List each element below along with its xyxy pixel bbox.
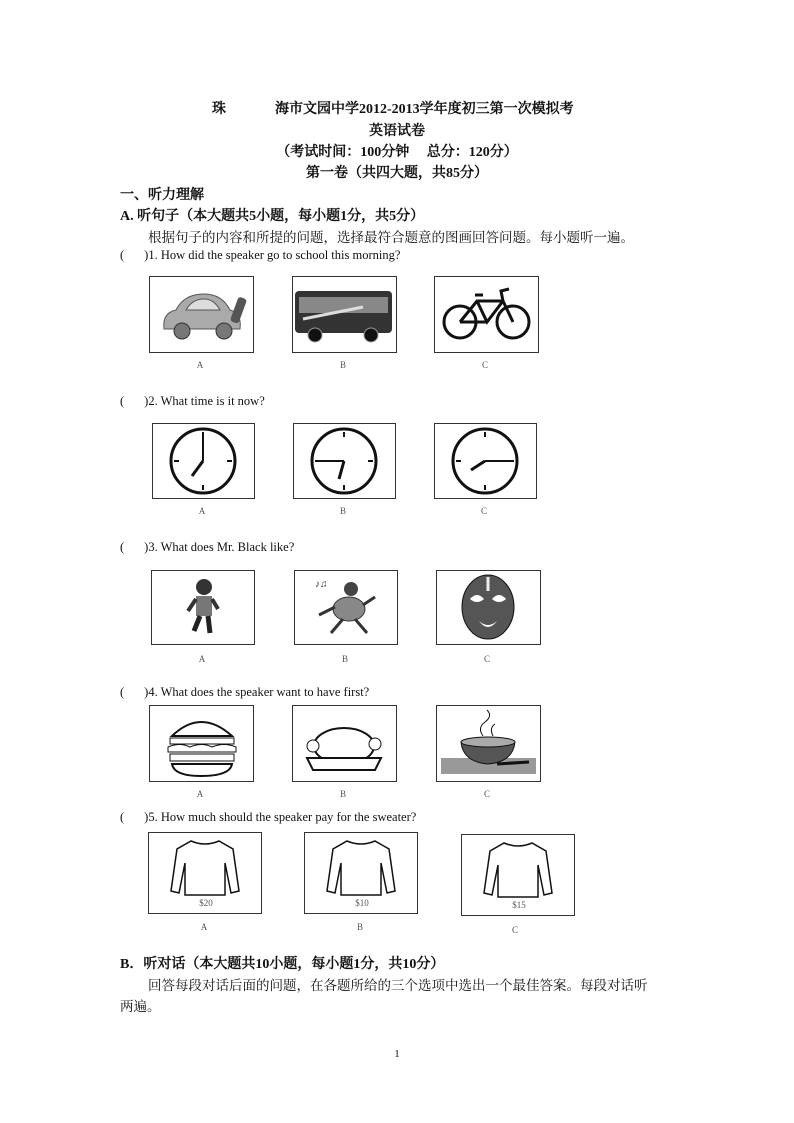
question-2 <box>120 394 265 409</box>
question-5 <box>120 810 416 825</box>
option-label: C <box>480 506 487 516</box>
option-label: A <box>196 360 204 370</box>
svg-text:♪♫: ♪♫ <box>315 579 328 590</box>
option-c-clock-image <box>434 423 537 499</box>
subject-title: 英语试卷 <box>369 124 425 139</box>
option-b-clock-image <box>293 423 396 499</box>
title-left: 珠 <box>212 102 226 117</box>
answer-paren: ( <box>120 248 125 262</box>
option-label: A <box>198 506 206 516</box>
question-text: )4. What does the speaker want to have first? <box>144 685 370 699</box>
part-a-heading: A. 听句子（本大题共5小题，每小题1分，共5分） <box>120 209 425 224</box>
answer-paren: ( <box>120 685 125 699</box>
question-text: )3. What does Mr. Black like? <box>144 540 295 554</box>
question-3 <box>120 540 294 555</box>
option-label: A <box>200 922 208 932</box>
option-c-bicycle-image <box>434 276 539 353</box>
option-label: B <box>339 360 346 370</box>
question-text: )1. How did the speaker go to school this morning? <box>144 248 401 262</box>
question-4 <box>120 685 369 700</box>
option-label: A <box>198 654 206 664</box>
title-school: 海市文园中学2012-2013学年度初三第一次模拟考 <box>275 102 574 117</box>
option-c-soup-bowl-image <box>436 705 541 782</box>
option-label: A <box>196 789 204 799</box>
option-label: C <box>483 789 490 799</box>
part-a-instruction: 根据句子的内容和所提的问题，选择最符合题意的图画回答问题。每小题听一遍。 <box>148 230 634 245</box>
option-b-roast-chicken-image <box>292 705 397 782</box>
option-a-car-image <box>149 276 254 353</box>
option-label: B <box>339 506 346 516</box>
option-a-boy-image <box>151 570 255 645</box>
question-1 <box>120 248 400 263</box>
part-b-heading: B．听对话（本大题共10小题，每小题1分，共10分） <box>120 957 445 972</box>
option-label: B <box>356 922 363 932</box>
option-b-bus-image <box>292 276 397 353</box>
option-a-clock-image <box>152 423 255 499</box>
exam-info: （考试时间：100分钟 总分：120分） <box>276 145 518 160</box>
volume-title: 第一卷（共四大题，共85分） <box>306 166 488 181</box>
option-b-dancer-image <box>294 570 398 645</box>
answer-paren: ( <box>120 394 125 408</box>
price-label: $10 <box>355 898 369 908</box>
option-a-hamburger-image <box>149 705 254 782</box>
page-number: 1 <box>394 1048 400 1060</box>
part-b-instruction-line1: 回答每段对话后面的问题，在各题所给的三个选项中选出一个最佳答案。每段对话听 <box>148 978 648 993</box>
option-label: C <box>511 925 518 935</box>
answer-paren: ( <box>120 810 125 824</box>
question-text: )5. How much should the speaker pay for the sweater? <box>144 810 417 824</box>
option-label: B <box>339 789 346 799</box>
option-c-opera-mask-image <box>436 570 541 645</box>
price-label: $20 <box>199 898 213 908</box>
question-text: )2. What time is it now? <box>144 394 265 408</box>
option-label: C <box>483 654 490 664</box>
option-label: C <box>481 360 488 370</box>
price-label: $15 <box>512 900 526 910</box>
section-heading: 一、听力理解 <box>120 188 204 203</box>
answer-paren: ( <box>120 540 125 554</box>
option-label: B <box>341 654 348 664</box>
part-b-instruction-line2: 两遍。 <box>120 999 161 1014</box>
